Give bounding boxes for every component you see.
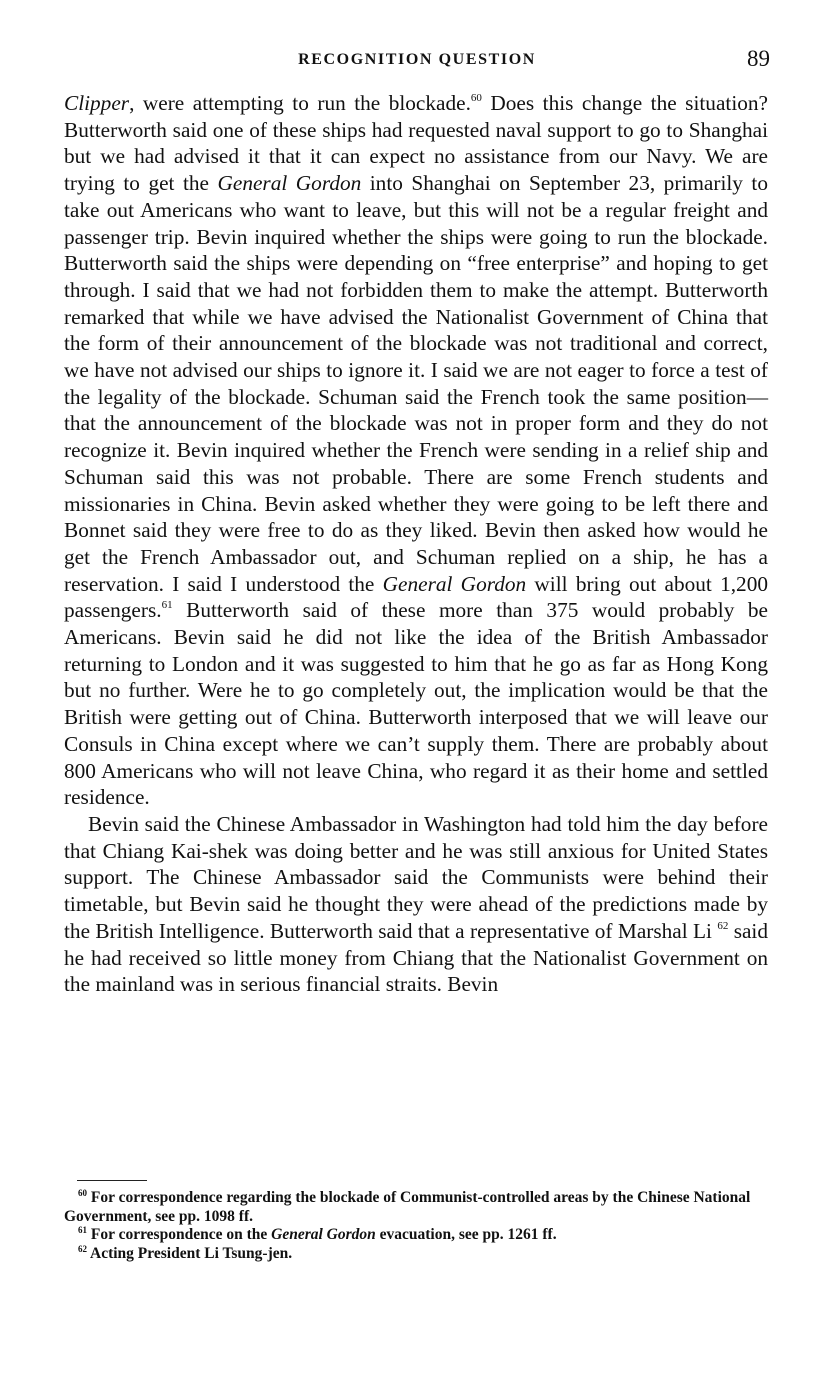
footnote-marker: 62 — [717, 919, 729, 932]
running-title: RECOGNITION QUESTION — [298, 51, 536, 68]
text-run: into Shanghai on September 23, primarily to take out Americans who want to leave, but this will not be a regular freight and passenger trip. Bevin inquired whether the ships were going to run the blockade. Butterworth said the ships were depending on “free enterprise” and hoping to get through. I said that we had not forbidden them to make the attempt. Butterworth remarked that while we have advised the Nationalist Government of China that the form of their announcement of the blockade was not traditional and correct, we have not advised our ships to ignore it. I said we are not eager to force a test of the legality of the blockade. Schuman said the French took the same position—that the announcement of the blockade was not in proper form and they do not recognize it. Bevin inquired whether the French were sending in a relief ship and Schuman said this was not probable. There are some French students and missionaries in China. Bevin asked whether they were going to be left there and Bonnet said they were free to do as they liked. Bevin then asked how would he get the French Ambassador out, and Schuman replied on a ship, he has a reservation. I said I understood the — [64, 171, 768, 596]
footnote-marker: 61 — [78, 1225, 87, 1235]
footnote-divider — [77, 1180, 147, 1181]
running-header — [64, 46, 770, 78]
footnote-marker: 62 — [78, 1243, 87, 1254]
text-run: Acting President Li Tsung-jen. — [87, 1244, 293, 1262]
text-run: evacuation, see pp. 1261 ff. — [375, 1226, 557, 1243]
text-run: will bring out about 1,200 passengers. — [64, 571, 768, 623]
italic-text: General Gordon — [382, 571, 527, 596]
footnote-marker: 60 — [470, 92, 482, 104]
paragraph-2 — [64, 811, 768, 998]
footnote-62 — [64, 1245, 770, 1264]
paragraph-1 — [64, 90, 768, 811]
footnote-61 — [64, 1226, 770, 1245]
page-number: 89 — [747, 46, 770, 71]
text-run: said he had received so little money from Chiang that the Nationalist Government on the mainland was in serious financial straits. Bevin — [64, 918, 768, 997]
footnote-60 — [64, 1189, 770, 1226]
italic-text: General Gordon — [271, 1226, 376, 1243]
text-run: , were attempting to run the blockade. — [129, 91, 471, 115]
footnotes — [64, 1189, 770, 1263]
text-run: Bevin said the Chinese Ambassador in Washington had told him the day before that Chiang Kai-shek was doing better and he was still anxious for United States support. The Chinese Ambassador said the Communists were behind their timetable, but Bevin said he thought they were ahead of the predictions made by the British Intelligence. Butterworth said that a representative of Marshal Li — [64, 811, 768, 943]
footnote-marker: 61 — [161, 599, 173, 612]
text-run: Does this change the situation? Butterworth said one of these ships had requested naval support to go to Shanghai but we had advised it that it can expect no assistance from our Navy. We are trying to get the — [64, 91, 768, 196]
footnote-marker: 60 — [78, 1188, 87, 1198]
italic-text: Clipper — [64, 91, 130, 115]
body-text — [64, 90, 768, 998]
text-run: For correspondence regarding the blockade of Communist-controlled areas by the Chinese National Government, see pp. 1098 ff. — [64, 1189, 751, 1225]
italic-text: General Gordon — [217, 171, 362, 196]
text-run: Butterworth said of these more than 375 would probably be Americans. Bevin said he did not like the idea of the British Ambassador returning to London and it was suggested to him that he go as far as Hong Kong but no further. Were he to go completely out, the implication would be that the British were getting out of China. Butterworth interposed that we will leave our Consuls in China except where we can’t supply them. There are probably about 800 Americans who will not leave China, who regard it as their home and settled residence. — [64, 598, 768, 810]
text-run: For correspondence on the — [87, 1226, 272, 1243]
